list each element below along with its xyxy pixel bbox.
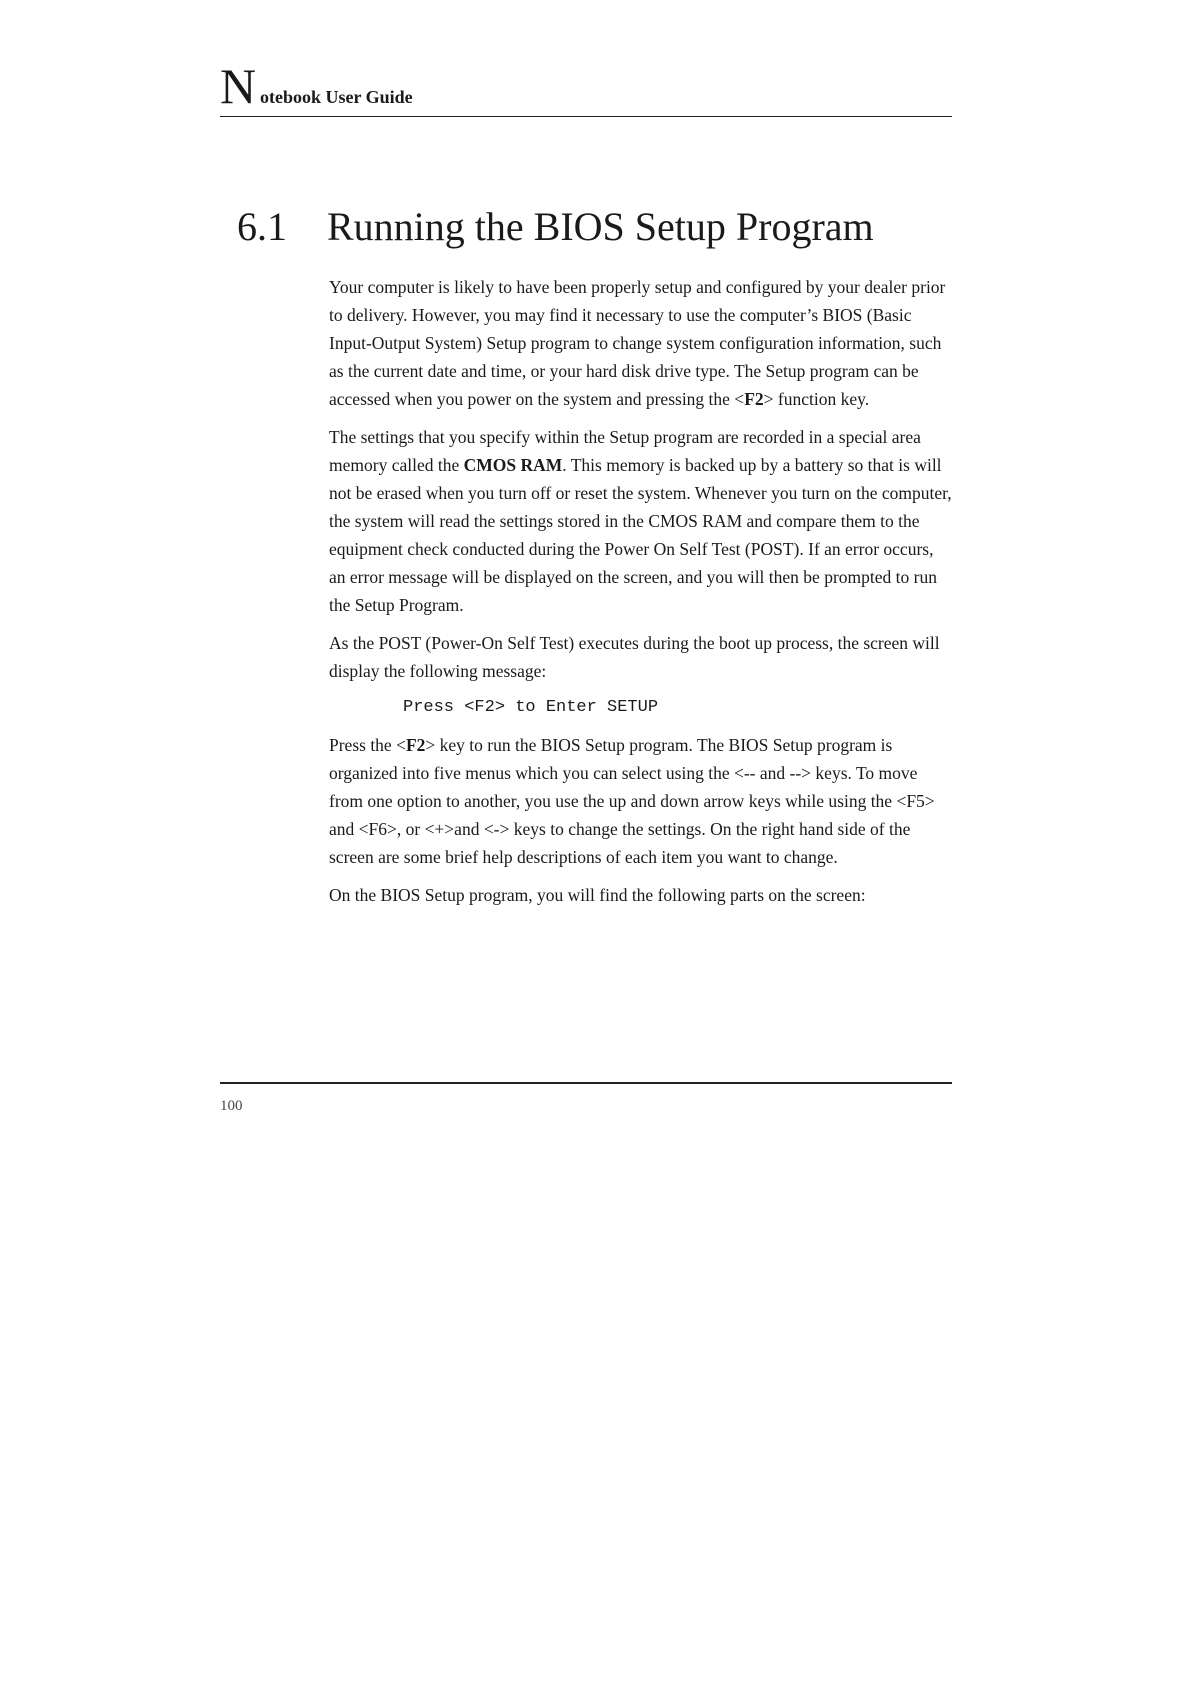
key-f2-bold-2: F2	[405, 735, 426, 755]
paragraph-parts: On the BIOS Setup program, you will find the following parts on the screen:	[329, 885, 866, 905]
section-heading	[237, 200, 957, 254]
section-title: Running the BIOS Setup Program	[327, 204, 874, 249]
paragraph-keys-text-end: > key to run the BIOS Setup program. The BIOS Setup program is organized into five menus which you can select using the <-- and --> keys. To move from one option to another, you use the up and down arrow keys while using the <F5> and <F6>, or <+>and <-> keys to change the settings. On the right hand side of the screen are some brief help descriptions of each item you want to change.	[329, 735, 935, 867]
paragraph-intro	[329, 273, 953, 413]
page-number: 100	[220, 1098, 243, 1114]
paragraph-keys	[329, 731, 953, 871]
key-f2-bold: F2	[744, 389, 764, 409]
paragraph-intro-text: Your computer is likely to have been properly setup and configured by your dealer prior to delivery. However, you may find it necessary to use the computer’s BIOS (Basic Input-Output System) Setup program to change system configuration information, such as the current date and time, or your hard disk drive type. The Setup program can be accessed when you power on the system and pressing the <	[329, 277, 946, 409]
header-title: otebook User Guide	[260, 87, 413, 107]
paragraph-keys-text: Press the <	[329, 735, 406, 755]
header-initial: N	[220, 58, 257, 114]
cmos-ram-bold: CMOS RAM	[463, 455, 563, 475]
setup-prompt-message: Press <F2> to Enter SETUP	[403, 698, 659, 717]
paragraph-intro-text-end: > function key.	[763, 389, 870, 409]
running-header	[220, 58, 952, 117]
paragraph-cmos-text-end: . This memory is backed up by a battery so that is will not be erased when you turn off or reset the system. Whenever you turn on the computer, the system will read the settings stored in the CMOS RAM and compare them to the equipment check conducted during the Power On Self Test (POST). If an error occurs, an error message will be displayed on the screen, and you will then be prompted to run the Setup Program.	[329, 455, 952, 615]
paragraph-cmos	[329, 423, 953, 619]
paragraph-post: As the POST (Power-On Self Test) executes during the boot up process, the screen will display the following message:	[329, 633, 940, 681]
section-number: 6.1	[237, 204, 287, 249]
body-text	[329, 273, 953, 919]
footer-rule	[220, 1082, 952, 1084]
paragraph-cmos-text: The settings that you specify within the Setup program are recorded in a special area memory called the	[329, 427, 921, 475]
